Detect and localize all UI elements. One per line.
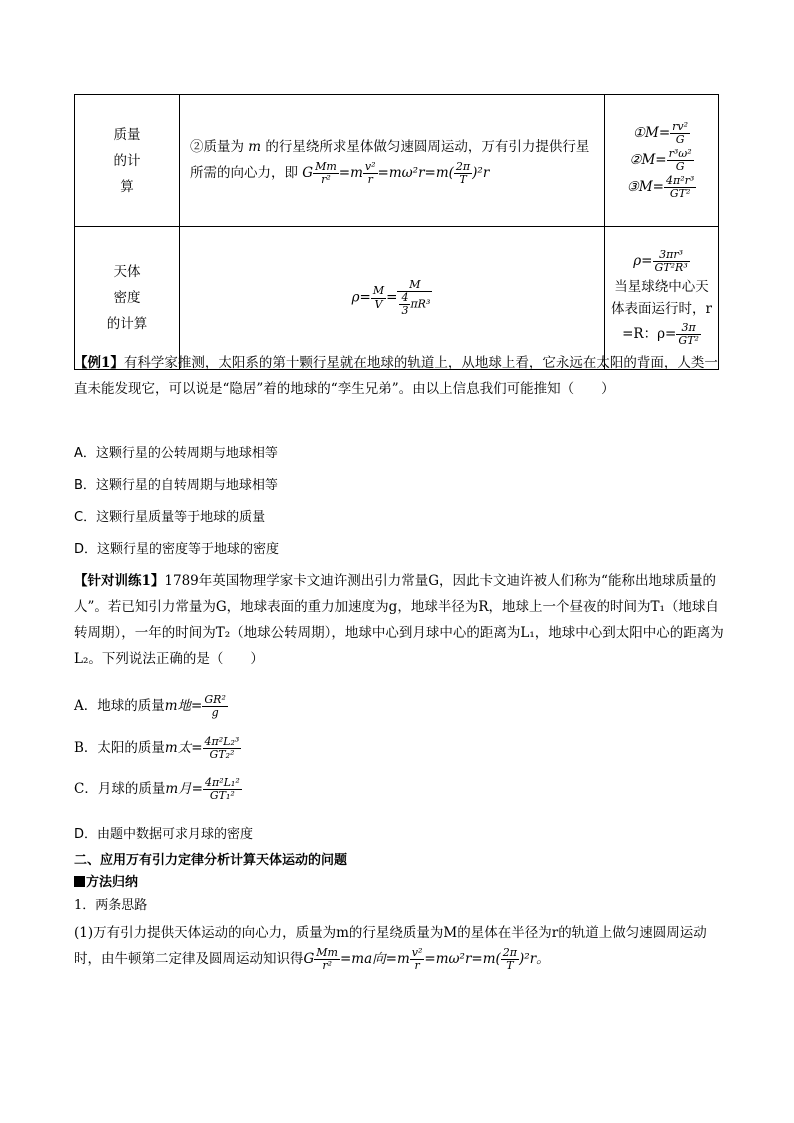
density-note-line: 体表面运行时，r — [611, 301, 712, 317]
training-1-option-c: C．月球的质量m月= $\frac{\text{4π²L₁²}}{\text{GT₁²}}$ — [74, 775, 240, 802]
mass-label-line: 的计 — [113, 152, 141, 169]
point-1-paragraph: (1)万有引力提供天体运动的向心力，质量为m的行星绕质量为M的星体在半径为r的轨道上做匀速圆周运动时，由牛顿第二定律及圆周运动知识得G $\frac{Mm}{\text{r²}}$ =ma向=m $\frac{\text{v²}}{r}$ =mω²r=m( $\frac{2\pi}{T}$ )²r。 — [74, 925, 707, 972]
density-note-line: 当星球绕中心天 — [614, 279, 709, 295]
mass-formula-3: ③M= $\frac{\text{4π²r³}}{\text{GT²}}$ — [626, 174, 695, 201]
mass-desc-cell — [180, 95, 605, 227]
rho-lead: ρ= — [351, 289, 371, 306]
example-text: 有科学家推测，太阳系的第十颗行星就在地球的轨道上，从地球上看，它永远在太阳的背面，人类一直未能发现它，可以说是“隐居”着的地球的“孪生兄弟”。由以上信息我们可能推知（ ） — [74, 355, 718, 397]
density-formula-cell: ρ= $\frac{M}{V}$ = M $\frac{4}{3}$ πR³ — [180, 227, 605, 370]
density-formula-2: =R：ρ= $\frac{3\pi}{\text{GT²}}$ — [622, 321, 699, 348]
density-label-line: 的计算 — [106, 316, 148, 332]
table-row-mass — [75, 95, 719, 227]
mass-description — [190, 134, 594, 186]
example-1-option: C．这颗行星质量等于地球的质量 — [74, 510, 266, 525]
example-1-option: A．这颗行星的公转周期与地球相等 — [74, 446, 278, 461]
eq-fraction: $\frac{2\pi}{T}$ — [455, 160, 471, 187]
eq-fraction: $\frac{\text{v²}}{r}$ — [364, 160, 376, 187]
example-tag: 【例1】 — [74, 355, 124, 371]
formula-table — [74, 94, 719, 370]
training-text: 1789年英国物理学家卡文迪许测出引力常量G，因此卡文迪许被人们称为“能称出地球质量的人”。若已知引力常量为G，地球表面的重力加速度为g，地球半径为R，地球上一个昼夜的时间为T₁（地球自转周期），一年的时间为T₂（地球公转周期），地球中心到月球中心的距离为L₁，地球中心到太阳中心的距离为L₂。下列说法正确的是（ ） — [74, 573, 724, 667]
density-label-line: 天体 — [113, 264, 141, 280]
mass-formula-2: ②M= $\frac{\text{r³ω²}}{G}$ — [629, 146, 692, 173]
desc-var-m: m — [248, 139, 262, 156]
density-formula-1: ρ= $\frac{\text{3πr³}}{\text{GT²R³}}$ — [633, 247, 688, 274]
eq-part: =mω²r=m( — [377, 165, 454, 182]
mass-formulas-cell — [605, 95, 719, 227]
mass-label-line: 算 — [120, 178, 134, 195]
training-1-question — [74, 568, 724, 672]
point-1-heading: 1．两条思路 — [74, 898, 148, 913]
example-1-option: D．这颗行星的密度等于地球的密度 — [74, 542, 280, 557]
eq-G: G — [302, 165, 314, 182]
density-label-cell — [75, 227, 180, 370]
eq-fraction: $\frac{Mm}{\text{r²}}$ — [315, 160, 337, 187]
mass-label-cell — [75, 95, 180, 227]
example-1-question — [74, 350, 724, 402]
section-2-heading: 二、应用万有引力定律分析计算天体运动的问题 — [74, 853, 348, 868]
desc-text: 的行星绕所求星体做匀速圆周运动，万有引力提供行星所需的向心力，即 — [190, 139, 590, 182]
mass-formula-1: ①M= $\frac{\text{rv²}}{G}$ — [632, 119, 689, 146]
density-label-line: 密度 — [113, 290, 141, 306]
method-heading: 方法归纳 — [74, 870, 724, 896]
desc-prefix: ②质量为 — [190, 139, 244, 156]
density-formulas-cell — [605, 227, 719, 370]
training-tag: 【针对训练1】 — [74, 573, 165, 589]
training-1-option-d: D．由题中数据可求月球的密度 — [74, 827, 254, 842]
example-1-option: B．这颗行星的自转周期与地球相等 — [74, 478, 278, 493]
training-1-option-b: B．太阳的质量m太= $\frac{\text{4π²L₂³}}{\text{GT₂²}}$ — [74, 734, 240, 761]
eq-part: =m — [338, 165, 363, 182]
table-row-density — [75, 227, 719, 370]
training-1-option-a: A．地球的质量m地= $\frac{\text{GR²}}{g}$ — [74, 692, 226, 719]
mass-label-line: 质量 — [113, 126, 141, 143]
eq-part: )²r — [472, 165, 490, 182]
black-square-icon — [74, 876, 85, 887]
